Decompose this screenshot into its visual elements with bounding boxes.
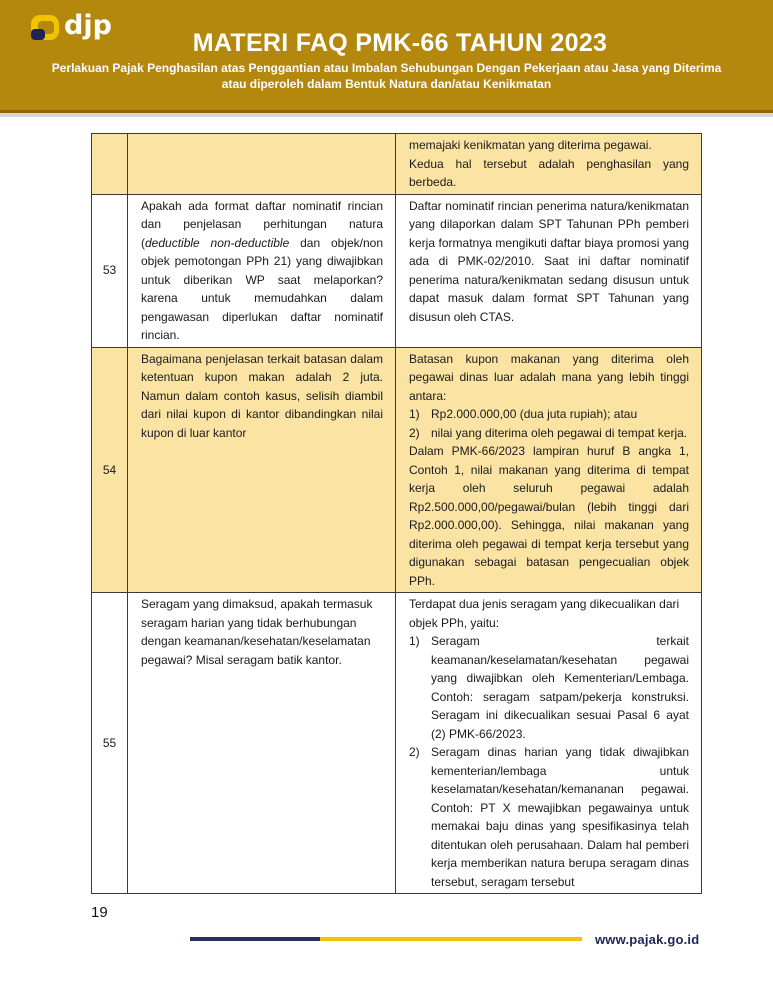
footer-bar-navy [190, 937, 320, 941]
list-text: nilai yang diterima oleh pegawai di tempat kerja. [431, 425, 688, 440]
footer-bar-gold [320, 937, 582, 941]
table-row-55 [92, 593, 702, 894]
subtitle-line-1: Perlakuan Pajak Penghasilan atas Penggantian atau Imbalan Sehubungan Dengan Pekerjaan atau Jasa yang Diterima [51, 61, 722, 75]
question-text: dan objek/non objek pemotongan PPh 21) yang diwajibkan untuk diberikan WP saat melaporkan? karena untuk memudahkan dalam pengawasan diperlukan daftar nominatif rincian. [141, 235, 383, 342]
answer-cell: Daftar nominatif rincian penerima natura/kenikmatan yang dilaporkan dalam SPT Tahunan PPh pemberi kerja formatnya mengikuti daftar biaya promosi yang ada di PMK-02/2010. Saat ini daftar nominatif penerima natura/kenikmatan sedang disusun untuk dapat masuk dalam format SPT Tahunan yang disusun oleh CTAS. [396, 194, 702, 347]
row-number-cell [92, 134, 128, 195]
list-text: Seragam dinas harian yang tidak diwajibkan kementerian/lembaga untuk keselamatan/kesehatan/kemananan pegawai. Contoh: PT X mewajibkan pegawainya untuk memakai baju dinas yang spesifikasinya telah ditentukan oleh perusahaan. Dalam hal pemberi kerja memberikan natura berupa seragam dinas tersebut, seragam tersebut [431, 745, 689, 889]
row-number-cell: 55 [92, 593, 128, 894]
page-subtitle [20, 60, 753, 92]
page-title: MATERI FAQ PMK-66 TAHUN 2023 [192, 29, 608, 57]
list-text: Rp2.000.000,00 (dua juta rupiah); atau [431, 407, 638, 421]
subtitle-line-2: atau diperoleh dalam Bentuk Natura dan/atau Kenikmatan [221, 77, 552, 91]
answer-text: Batasan kupon makanan yang diterima oleh pegawai dinas luar adalah mana yang lebih tinggi antara: [409, 351, 689, 403]
header-shadow [0, 113, 773, 117]
table-row-54 [92, 347, 702, 593]
answer-text: Terdapat dua jenis seragam yang dikecualikan dari objek PPh, yaitu: [409, 597, 680, 630]
list-text: Seragam terkait keamanan/keselamatan/kesehatan pegawai yang diwajibkan oleh Kementerian/Lembaga. Contoh: seragam satpam/pekerja konstruksi. Seragam ini dikecualikan sesuai Pasal 6 ayat (2) PMK-66/2023. [431, 634, 689, 741]
answer-cell [396, 347, 702, 593]
row-number-cell: 54 [92, 347, 128, 593]
table-row-53 [92, 194, 702, 347]
question-cell [128, 194, 396, 347]
answer-text: memajaki kenikmatan yang diterima pegawai. [409, 138, 652, 152]
list-number: 1) [409, 407, 420, 421]
list-item [409, 405, 689, 424]
answer-text: Dalam PMK-66/2023 lampiran huruf B angka 1, Contoh 1, nilai makanan yang diterima di tempat kerja oleh seluruh pegawai adalah Rp2.500.000,00/pegawai/bulan (lebih tinggi dari Rp2.000.000,00). Sehingga, nilai makanan yang diterima oleh pegawai di tempat kerja tersebut yang digunakan sebagai batasan pengecualian objek PPh. [409, 444, 689, 588]
answer-cell [396, 134, 702, 195]
answer-text: Kedua hal tersebut adalah penghasilan yang berbeda. [409, 156, 689, 189]
list-number: 2) [409, 745, 420, 759]
question-text: Apakah ada format daftar nominatif rincian dan penjelasan perhitungan natura ( [141, 198, 383, 250]
list-item [409, 632, 689, 743]
faq-table [91, 133, 702, 894]
page-number: 19 [91, 904, 108, 921]
question-cell [128, 134, 396, 195]
header-banner [0, 0, 773, 110]
answer-cell [396, 593, 702, 894]
djp-logo-mark-icon [30, 12, 62, 42]
website-link[interactable]: www.pajak.go.id [595, 932, 700, 947]
question-cell: Bagaimana penjelasan terkait batasan dalam ketentuan kupon makan adalah 2 juta. Namun dalam contoh kasus, selisih diambil dari nilai kupon di kantor dibandingkan nilai kupon di luar kantor [128, 347, 396, 593]
question-cell: Seragam yang dimaksud, apakah termasuk seragam harian yang tidak berhubungan dengan keamanan/kesehatan/keselamatan pegawai? Misal seragam batik kantor. [128, 593, 396, 894]
list-item [409, 424, 689, 443]
row-number-cell: 53 [92, 194, 128, 347]
list-item [409, 743, 689, 891]
table-row-continued [92, 134, 702, 195]
list-number: 2) [409, 425, 420, 440]
question-text-italic: deductible non-deductible [145, 235, 290, 250]
list-number: 1) [409, 634, 420, 648]
djp-logo-text: djp [64, 10, 112, 41]
